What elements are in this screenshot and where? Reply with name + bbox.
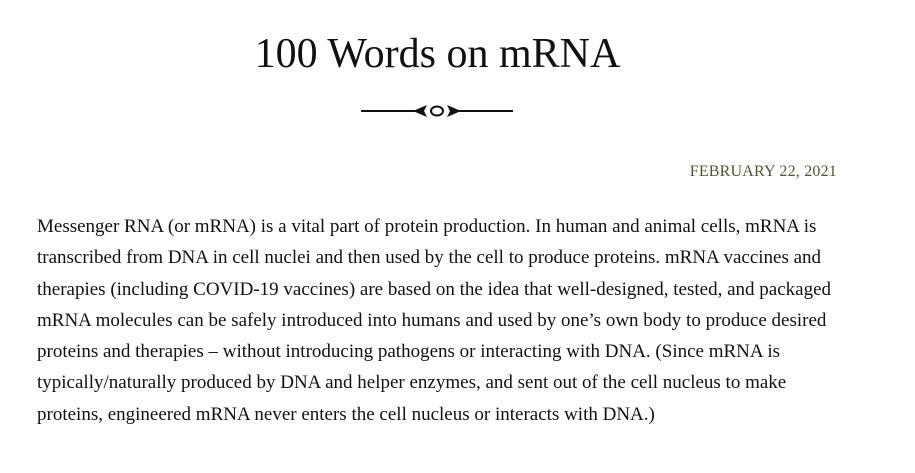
ornamental-divider-icon [361,101,513,121]
publish-date: FEBRUARY 22, 2021 [689,163,837,180]
article-body: Messenger RNA (or mRNA) is a vital part of protein production. In human and animal cells, mRNA is transcribed from DNA in cell nuclei and then used by the cell to produce proteins. mRNA vaccines and therapies (including COVID-19 vaccines) are based on the idea that well-designed, tested, and packaged mRNA molecules can be safely introduced into humans and used by one’s own body to produce desired proteins and therapies – without introducing pathogens or interacting with DNA. (Since mRNA is typically/naturally produced by DNA and helper enzymes, and sent out of the cell nucleus to make proteins, engineered mRNA never enters the cell nucleus or interacts with DNA.) [37,216,832,425]
page-title: 100 Words on mRNA [254,31,621,77]
